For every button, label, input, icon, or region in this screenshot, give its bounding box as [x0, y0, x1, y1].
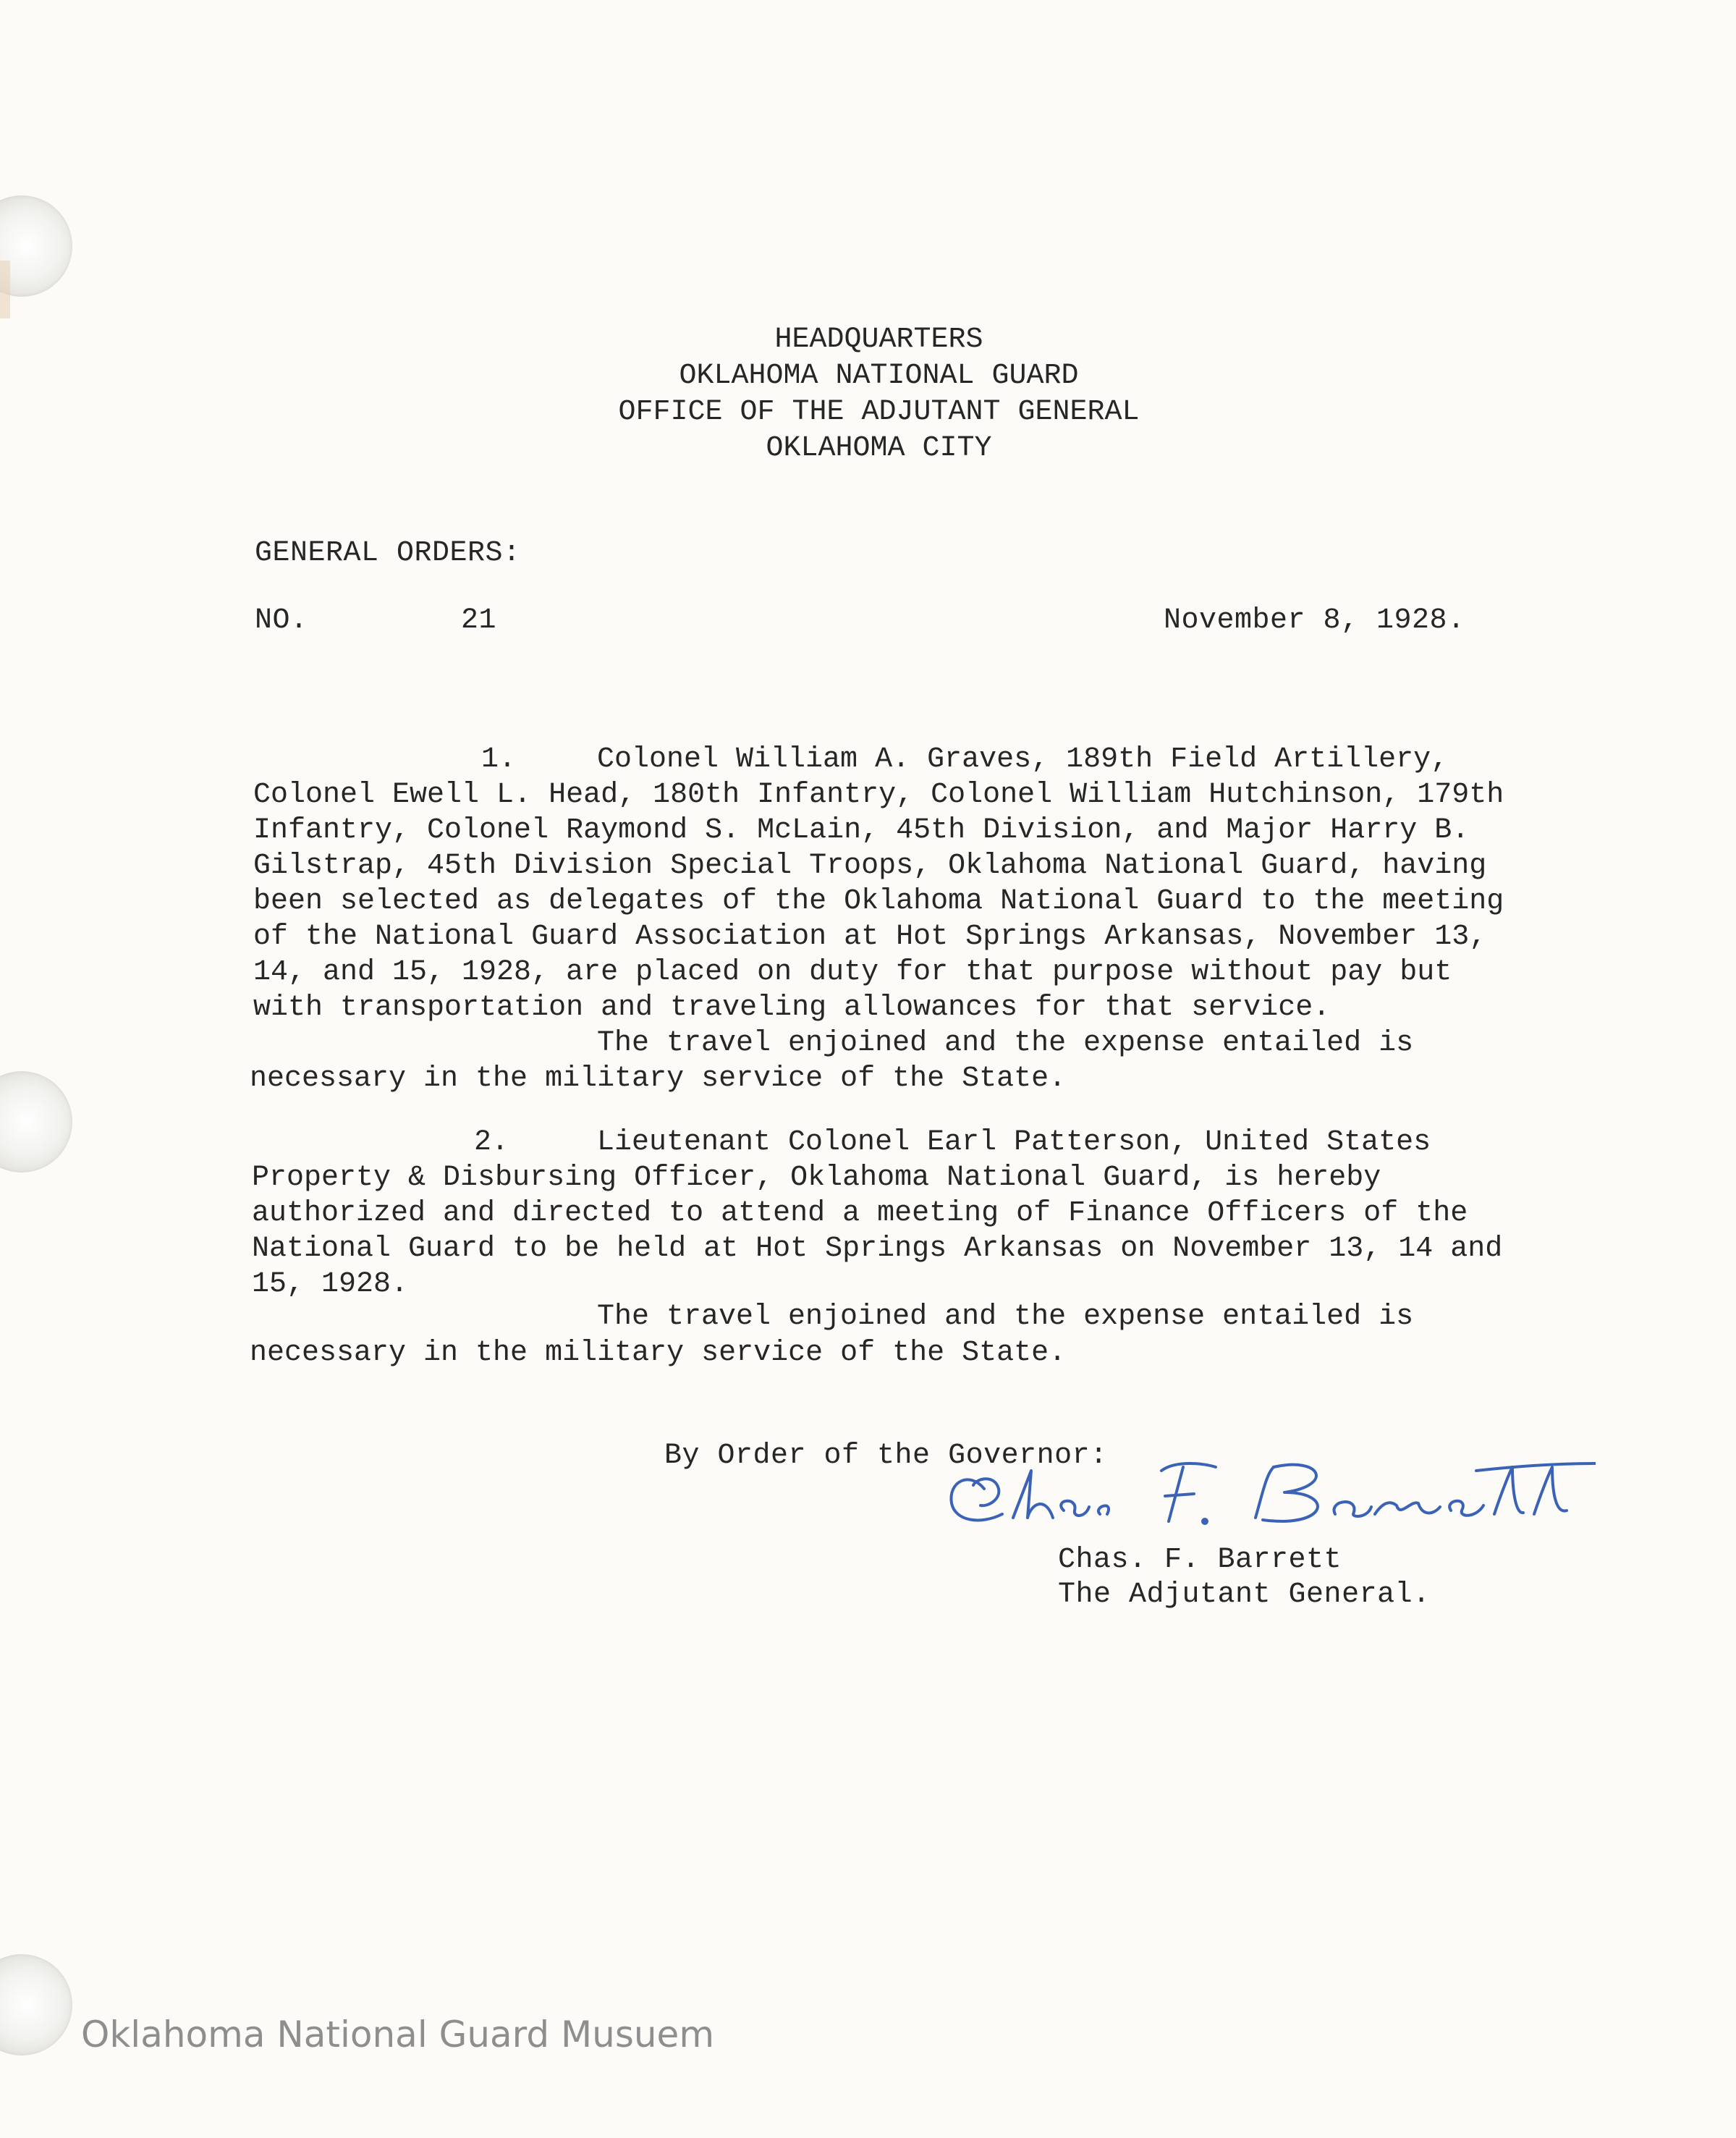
paragraph-line: been selected as delegates of the Oklahoma National Guard to the meeting	[253, 885, 1504, 918]
letterhead-line: OKLAHOMA NATIONAL GUARD	[679, 360, 1079, 392]
paragraph-line: 15, 1928.	[252, 1268, 409, 1301]
paragraph-line: 14, and 15, 1928, are placed on duty for that purpose without pay but	[253, 956, 1452, 989]
paragraph-line: National Guard to be held at Hot Springs Arkansas on November 13, 14 and	[252, 1233, 1503, 1265]
order-date: November 8, 1928.	[1164, 604, 1465, 637]
paragraph-line: necessary in the military service of the State.	[250, 1062, 1067, 1095]
paragraph-number: 1.	[481, 743, 517, 776]
signature	[944, 1449, 1596, 1529]
paragraph-number: 2.	[474, 1126, 509, 1159]
paragraph-line: Property & Disbursing Officer, Oklahoma National Guard, is hereby	[252, 1162, 1381, 1194]
edge-stain	[0, 261, 10, 318]
paragraph-line: authorized and directed to attend a meeting of Finance Officers of the	[252, 1197, 1468, 1230]
paragraph-line: Colonel Ewell L. Head, 180th Infantry, Colonel William Hutchinson, 179th	[253, 779, 1504, 811]
by-order-line: By Order of the Governor:	[664, 1440, 1108, 1472]
museum-watermark: Oklahoma National Guard Musuem	[81, 2014, 715, 2055]
paragraph-line: The travel enjoined and the expense entailed is	[597, 1027, 1414, 1060]
paragraph-line: necessary in the military service of the State.	[250, 1337, 1067, 1369]
punch-hole	[0, 195, 72, 297]
letterhead-line: OFFICE OF THE ADJUTANT GENERAL	[618, 396, 1140, 428]
paragraph-line: Lieutenant Colonel Earl Patterson, United States	[597, 1126, 1431, 1159]
paragraph-line: of the National Guard Association at Hot Springs Arkansas, November 13,	[253, 921, 1487, 953]
letterhead-line: HEADQUARTERS	[774, 324, 983, 356]
paragraph-line: Infantry, Colonel Raymond S. McLain, 45th Division, and Major Harry B.	[253, 814, 1470, 847]
letterhead	[0, 322, 1736, 467]
paragraph-line: Gilstrap, 45th Division Special Troops, Oklahoma National Guard, having	[253, 850, 1487, 882]
signatory-title: The Adjutant General.	[1058, 1579, 1431, 1611]
punch-hole	[0, 1071, 72, 1172]
paragraph-line: with transportation and traveling allowances for that service.	[253, 992, 1331, 1024]
punch-hole	[0, 1954, 72, 2055]
letterhead-line: OKLAHOMA CITY	[766, 432, 992, 465]
order-number-label: NO.	[255, 604, 308, 637]
paragraph-line: The travel enjoined and the expense entailed is	[597, 1301, 1414, 1333]
order-number: 21	[461, 604, 497, 637]
signatory-name: Chas. F. Barrett	[1058, 1544, 1342, 1576]
general-orders-label: GENERAL ORDERS:	[255, 537, 521, 570]
paragraph-line: Colonel William A. Graves, 189th Field Artillery,	[597, 743, 1449, 776]
